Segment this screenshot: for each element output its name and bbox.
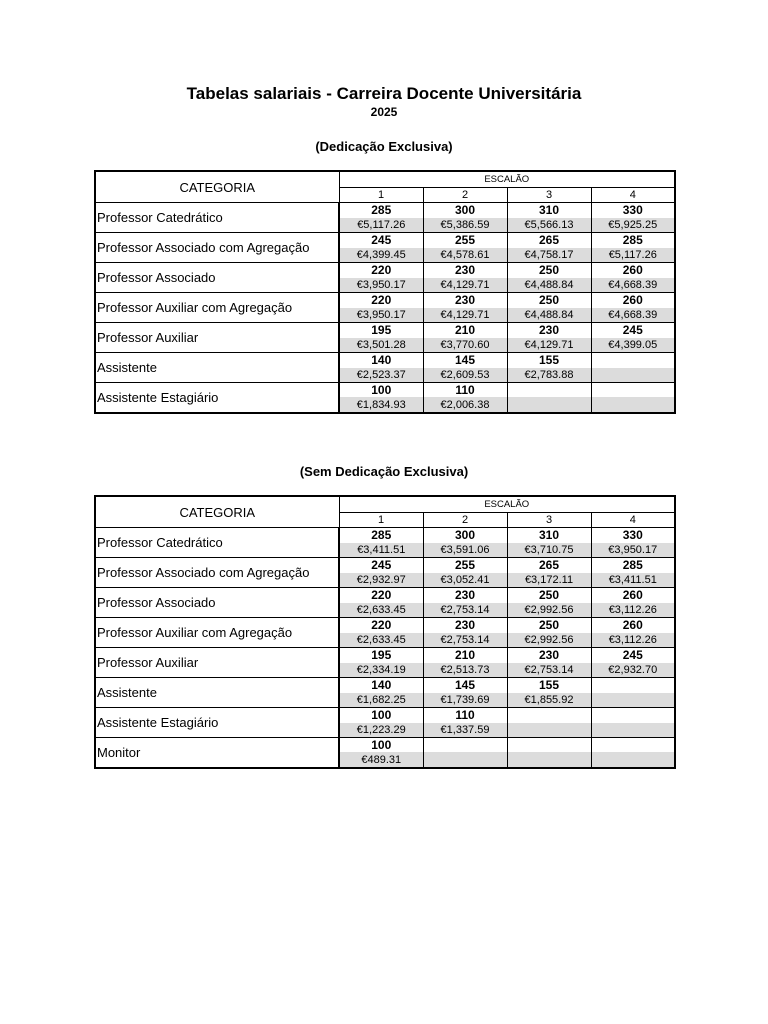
category-cell: Professor Auxiliar com Agregação: [95, 618, 339, 648]
table-row: [95, 263, 675, 278]
salary-cell: €2,633.45: [339, 603, 423, 618]
salary-cell: €3,411.51: [339, 543, 423, 558]
salary-cell: €2,932.70: [591, 663, 675, 678]
table-body: [95, 203, 675, 414]
category-cell: Professor Catedrático: [95, 203, 339, 233]
salary-cell: €4,129.71: [423, 308, 507, 323]
index-cell: 230: [423, 588, 507, 603]
salary-table-non-exclusive: [94, 495, 676, 769]
index-cell: 220: [339, 263, 423, 278]
index-cell: 140: [339, 353, 423, 368]
salary-cell: €3,710.75: [507, 543, 591, 558]
table-row: [95, 678, 675, 693]
empty-cell: [591, 678, 675, 693]
salary-cell: €3,770.60: [423, 338, 507, 353]
table-row: [95, 648, 675, 663]
index-cell: 210: [423, 648, 507, 663]
salary-cell: €5,566.13: [507, 218, 591, 233]
category-cell: Monitor: [95, 738, 339, 769]
salary-cell: €3,950.17: [591, 543, 675, 558]
empty-cell: [507, 723, 591, 738]
category-cell: Professor Auxiliar: [95, 323, 339, 353]
salary-cell: €1,739.69: [423, 693, 507, 708]
salary-cell: €3,501.28: [339, 338, 423, 353]
salary-cell: €4,578.61: [423, 248, 507, 263]
salary-cell: €3,172.11: [507, 573, 591, 588]
index-cell: 265: [507, 558, 591, 573]
index-cell: 285: [591, 233, 675, 248]
index-cell: 285: [591, 558, 675, 573]
empty-cell: [591, 752, 675, 768]
table-row: [95, 203, 675, 218]
index-cell: 255: [423, 233, 507, 248]
index-cell: 230: [423, 293, 507, 308]
level-header: 3: [507, 512, 591, 528]
salary-cell: €3,052.41: [423, 573, 507, 588]
salary-cell: €1,855.92: [507, 693, 591, 708]
category-cell: Professor Auxiliar com Agregação: [95, 293, 339, 323]
salary-cell: €1,682.25: [339, 693, 423, 708]
category-header: CATEGORIA: [95, 496, 339, 528]
table-row: [95, 383, 675, 398]
index-cell: 330: [591, 203, 675, 218]
salary-cell: €2,523.37: [339, 368, 423, 383]
salary-cell: €5,386.59: [423, 218, 507, 233]
level-header: 2: [423, 512, 507, 528]
index-cell: 260: [591, 293, 675, 308]
empty-cell: [591, 397, 675, 413]
index-cell: 260: [591, 263, 675, 278]
salary-cell: €4,668.39: [591, 278, 675, 293]
salary-cell: €4,129.71: [507, 338, 591, 353]
index-cell: 210: [423, 323, 507, 338]
category-header: CATEGORIA: [95, 171, 339, 203]
category-cell: Assistente: [95, 678, 339, 708]
table-row: [95, 708, 675, 723]
category-cell: Professor Associado: [95, 588, 339, 618]
index-cell: 285: [339, 203, 423, 218]
salary-cell: €5,117.26: [591, 248, 675, 263]
index-cell: 220: [339, 618, 423, 633]
index-cell: 155: [507, 353, 591, 368]
salary-cell: €5,117.26: [339, 218, 423, 233]
table-row: [95, 528, 675, 543]
empty-cell: [591, 353, 675, 368]
salary-cell: €4,129.71: [423, 278, 507, 293]
salary-cell: €2,753.14: [423, 603, 507, 618]
table-row: [95, 323, 675, 338]
table-body: [95, 528, 675, 769]
index-cell: 100: [339, 383, 423, 398]
index-cell: 110: [423, 708, 507, 723]
salary-cell: €2,006.38: [423, 397, 507, 413]
index-cell: 250: [507, 588, 591, 603]
salary-cell: €2,609.53: [423, 368, 507, 383]
index-cell: 250: [507, 263, 591, 278]
salary-cell: €3,112.26: [591, 603, 675, 618]
index-cell: 330: [591, 528, 675, 543]
level-header: 1: [339, 187, 423, 203]
index-cell: 230: [507, 648, 591, 663]
table-row: [95, 558, 675, 573]
index-cell: 285: [339, 528, 423, 543]
category-cell: Professor Catedrático: [95, 528, 339, 558]
index-cell: 300: [423, 203, 507, 218]
empty-cell: [591, 723, 675, 738]
salary-cell: €1,223.29: [339, 723, 423, 738]
salary-table-exclusive: [94, 170, 676, 414]
table-row: [95, 738, 675, 753]
salary-cell: €2,633.45: [339, 633, 423, 648]
empty-cell: [591, 693, 675, 708]
salary-cell: €2,992.56: [507, 633, 591, 648]
index-cell: 220: [339, 293, 423, 308]
level-header: 4: [591, 512, 675, 528]
salary-cell: €2,753.14: [423, 633, 507, 648]
index-cell: 310: [507, 528, 591, 543]
category-cell: Assistente Estagiário: [95, 383, 339, 414]
category-cell: Professor Associado: [95, 263, 339, 293]
index-cell: 230: [423, 618, 507, 633]
empty-cell: [507, 752, 591, 768]
salary-cell: €2,992.56: [507, 603, 591, 618]
table-row: [95, 588, 675, 603]
salary-cell: €4,399.45: [339, 248, 423, 263]
index-cell: 230: [507, 323, 591, 338]
index-cell: 245: [591, 323, 675, 338]
salary-cell: €4,399.05: [591, 338, 675, 353]
empty-cell: [507, 383, 591, 398]
index-cell: 250: [507, 293, 591, 308]
salary-cell: €4,668.39: [591, 308, 675, 323]
salary-cell: €3,112.26: [591, 633, 675, 648]
salary-cell: €4,488.84: [507, 308, 591, 323]
index-cell: 245: [339, 233, 423, 248]
empty-cell: [423, 752, 507, 768]
index-cell: 100: [339, 738, 423, 753]
level-header: 4: [591, 187, 675, 203]
empty-cell: [507, 708, 591, 723]
index-cell: 140: [339, 678, 423, 693]
page-title: Tabelas salariais - Carreira Docente Universitária: [186, 84, 582, 103]
index-cell: 145: [423, 353, 507, 368]
level-header: 1: [339, 512, 423, 528]
index-cell: 300: [423, 528, 507, 543]
salary-cell: €2,513.73: [423, 663, 507, 678]
salary-cell: €3,950.17: [339, 278, 423, 293]
index-cell: 195: [339, 648, 423, 663]
page-year: 2025: [370, 105, 398, 119]
salary-cell: €2,783.88: [507, 368, 591, 383]
index-cell: 260: [591, 588, 675, 603]
table-row: [95, 618, 675, 633]
category-cell: Professor Associado com Agregação: [95, 233, 339, 263]
index-cell: 195: [339, 323, 423, 338]
category-cell: Assistente: [95, 353, 339, 383]
category-cell: Professor Associado com Agregação: [95, 558, 339, 588]
index-cell: 255: [423, 558, 507, 573]
index-cell: 155: [507, 678, 591, 693]
index-cell: 145: [423, 678, 507, 693]
index-cell: 250: [507, 618, 591, 633]
empty-cell: [423, 738, 507, 753]
escalao-header: ESCALÃO: [339, 171, 675, 187]
salary-cell: €4,758.17: [507, 248, 591, 263]
table-row: [95, 293, 675, 308]
salary-cell: €2,753.14: [507, 663, 591, 678]
salary-cell: €489.31: [339, 752, 423, 768]
index-cell: 260: [591, 618, 675, 633]
level-header: 2: [423, 187, 507, 203]
salary-cell: €3,411.51: [591, 573, 675, 588]
salary-cell: €2,334.19: [339, 663, 423, 678]
salary-cell: €5,925.25: [591, 218, 675, 233]
empty-cell: [591, 708, 675, 723]
salary-cell: €2,932.97: [339, 573, 423, 588]
table-row: [95, 353, 675, 368]
index-cell: 265: [507, 233, 591, 248]
index-cell: 310: [507, 203, 591, 218]
index-cell: 110: [423, 383, 507, 398]
salary-cell: €1,337.59: [423, 723, 507, 738]
salary-cell: €3,950.17: [339, 308, 423, 323]
category-cell: Assistente Estagiário: [95, 708, 339, 738]
table-2-subtitle: (Sem Dedicação Exclusiva): [299, 464, 469, 479]
empty-cell: [507, 397, 591, 413]
index-cell: 220: [339, 588, 423, 603]
salary-cell: €1,834.93: [339, 397, 423, 413]
index-cell: 100: [339, 708, 423, 723]
escalao-header: ESCALÃO: [339, 496, 675, 512]
table-1-subtitle: (Dedicação Exclusiva): [315, 139, 453, 154]
empty-cell: [591, 383, 675, 398]
category-cell: Professor Auxiliar: [95, 648, 339, 678]
salary-cell: €3,591.06: [423, 543, 507, 558]
table-row: [95, 233, 675, 248]
empty-cell: [591, 738, 675, 753]
empty-cell: [507, 738, 591, 753]
index-cell: 230: [423, 263, 507, 278]
level-header: 3: [507, 187, 591, 203]
index-cell: 245: [591, 648, 675, 663]
empty-cell: [591, 368, 675, 383]
salary-cell: €4,488.84: [507, 278, 591, 293]
index-cell: 245: [339, 558, 423, 573]
